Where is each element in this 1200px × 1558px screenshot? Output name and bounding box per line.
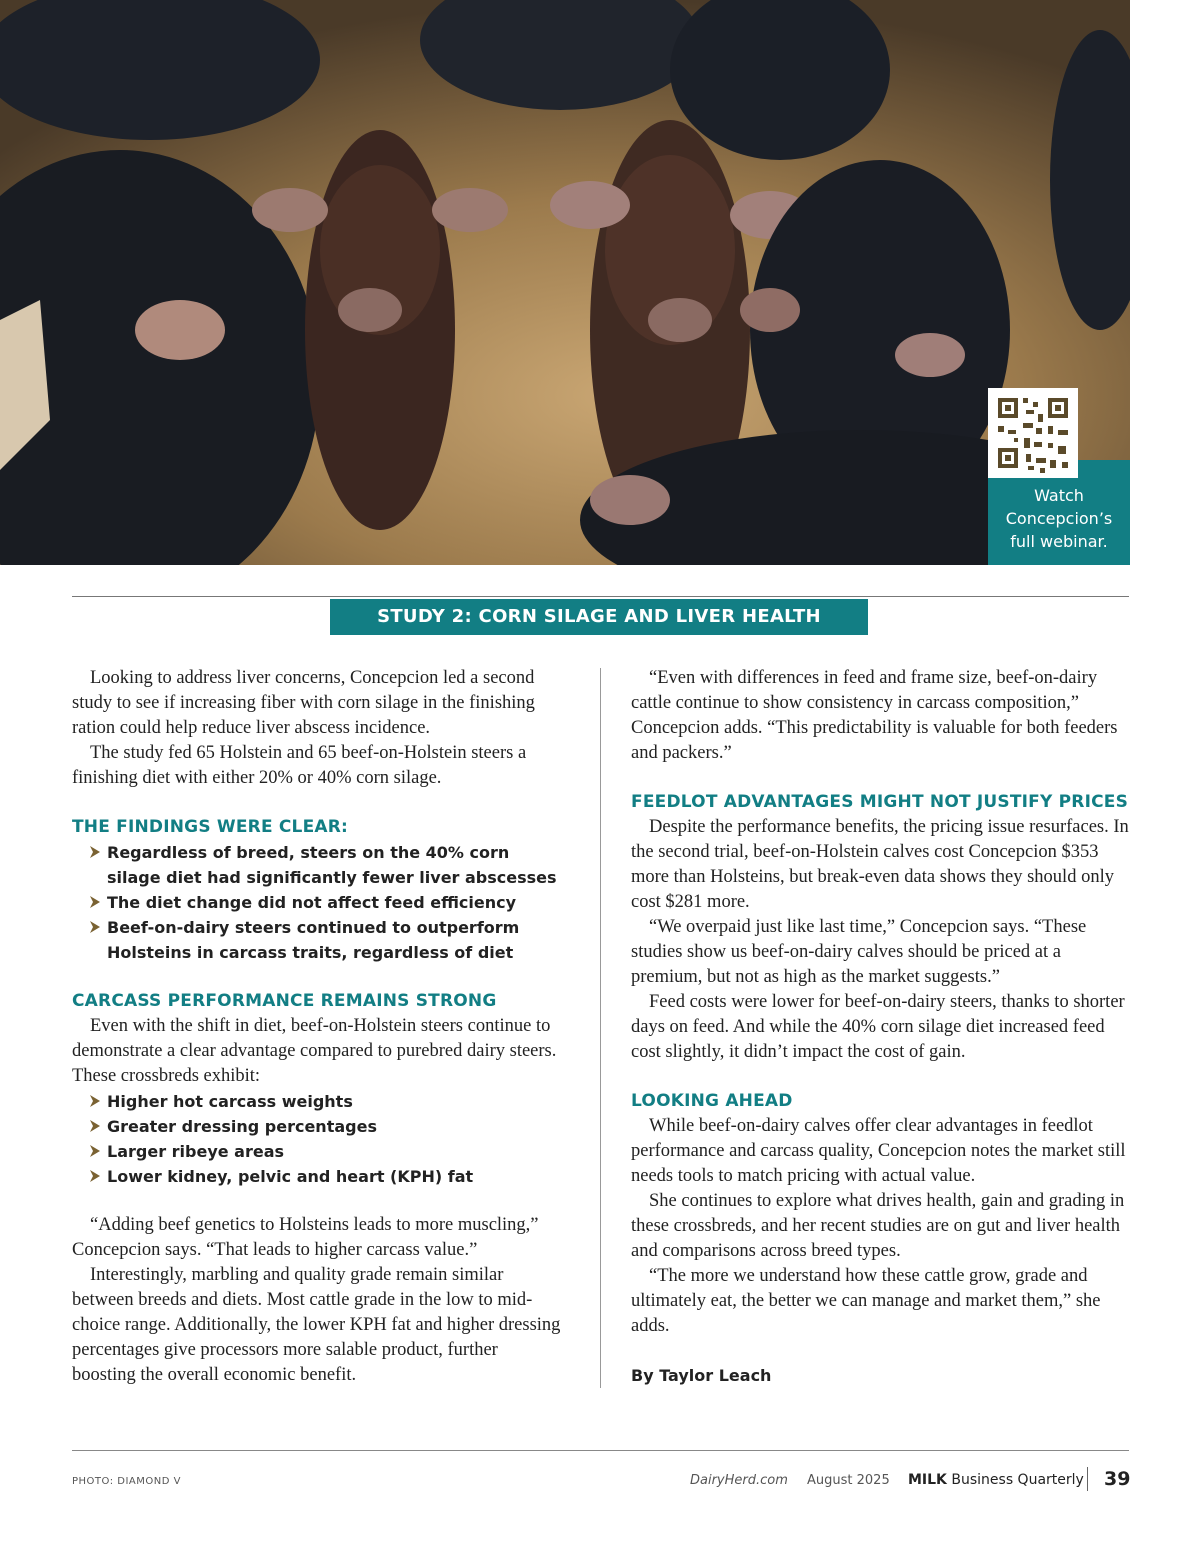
section-heading: THE FINDINGS WERE CLEAR:	[72, 817, 349, 837]
paragraph: “We overpaid just like last time,” Concepcion says. “These studies show us beef-on-dairy calves should be priced at a premium, but not as high as the market suggests.”	[631, 917, 1087, 987]
paragraph: “Even with differences in feed and frame size, beef-on-dairy cattle continue to show consistency in carcass composition,” Concepcion adds. “This predictability is valuable for both feeders and packers.”	[631, 668, 1118, 763]
section-heading: FEEDLOT ADVANTAGES MIGHT NOT JUSTIFY PRICES	[631, 792, 1129, 812]
paragraph: Despite the performance benefits, the pricing issue resurfaces. In the second trial, beef-on-Holstein calves cost Concepcion $353 more than Holsteins, but break-even data shows they should only cost $281 more.	[631, 817, 1129, 912]
paragraph: Feed costs were lower for beef-on-dairy steers, thanks to shorter days on feed. And while the 40% corn silage diet increased feed cost slightly, it didn’t impact the cost of gain.	[631, 992, 1125, 1062]
photo-credit: PHOTO: DIAMOND V	[72, 1476, 181, 1487]
qr-caption-line: Concepcion’s	[1005, 509, 1113, 528]
cattle-illustration	[0, 0, 1130, 565]
list-item: Larger ribeye areas	[88, 1139, 562, 1164]
paragraph: While beef-on-dairy calves offer clear advantages in feedlot performance and carcass quality, Concepcion notes the market still needs tools to match pricing with actual value.	[631, 1116, 1126, 1186]
paragraph: “The more we understand how these cattle grow, grade and ultimately eat, the better we can manage and market them,” she adds.	[631, 1266, 1101, 1336]
traits-list	[72, 1089, 562, 1189]
list-item: Beef-on-dairy steers continued to outperform Holsteins in carcass traits, regardless of diet	[88, 915, 562, 965]
magazine-name	[908, 1472, 1084, 1488]
qr-caption-line: full webinar.	[1010, 532, 1108, 551]
chevron-right-icon	[88, 1144, 102, 1158]
list-item: Greater dressing percentages	[88, 1114, 562, 1139]
section-heading: CARCASS PERFORMANCE REMAINS STRONG	[72, 991, 497, 1011]
left-column	[72, 666, 562, 1388]
chevron-right-icon	[88, 895, 102, 909]
paragraph: The study fed 65 Holstein and 65 beef-on-Holstein steers a finishing diet with either 20% or 40% corn silage.	[72, 743, 527, 788]
magazine-name-bold: MILK	[908, 1472, 947, 1488]
qr-code-icon[interactable]	[988, 388, 1078, 478]
chevron-right-icon	[88, 920, 102, 934]
qr-webinar-box[interactable]	[988, 388, 1130, 565]
bottom-rule	[72, 1450, 1129, 1451]
right-column	[631, 666, 1129, 1388]
paragraph: Looking to address liver concerns, Concepcion led a second study to see if increasing fiber with corn silage in the finishing ration could help reduce liver abscess incidence.	[72, 668, 535, 738]
chevron-right-icon	[88, 1094, 102, 1108]
findings-list	[72, 840, 562, 965]
list-item: Higher hot carcass weights	[88, 1089, 562, 1114]
section-heading: LOOKING AHEAD	[631, 1091, 793, 1111]
chevron-right-icon	[88, 1119, 102, 1133]
byline: By Taylor Leach	[631, 1366, 772, 1385]
list-item: Regardless of breed, steers on the 40% corn silage diet had significantly fewer liver abscesses	[88, 840, 562, 890]
paragraph: “Adding beef genetics to Holsteins leads to more muscling,” Concepcion says. “That leads to higher carcass value.”	[72, 1215, 539, 1260]
magazine-name-rest: Business Quarterly	[946, 1472, 1084, 1488]
issue-date: August 2025	[807, 1473, 890, 1488]
site-link[interactable]: DairyHerd.com	[690, 1473, 788, 1488]
top-rule	[72, 596, 1129, 597]
column-divider	[600, 668, 601, 1388]
paragraph: Even with the shift in diet, beef-on-Holstein steers continue to demonstrate a clear advantage compared to purebred dairy steers. These crossbreds exhibit:	[72, 1016, 557, 1086]
paragraph: Interestingly, marbling and quality grade remain similar between breeds and diets. Most cattle grade in the low to mid-choice range. Additionally, the lower KPH fat and higher dressing percentages give processors more salable product, further boosting the overall economic benefit.	[72, 1265, 561, 1385]
paragraph: She continues to explore what drives health, gain and grading in these crossbreds, and her recent studies are on gut and liver health and comparisons across breed types.	[631, 1191, 1125, 1261]
cattle-photo	[0, 0, 1130, 565]
list-item: Lower kidney, pelvic and heart (KPH) fat	[88, 1164, 562, 1189]
list-item: The diet change did not affect feed efficiency	[88, 890, 562, 915]
footer-separator	[1087, 1467, 1088, 1491]
qr-caption-line: Watch	[1034, 486, 1084, 505]
study-banner: STUDY 2: CORN SILAGE AND LIVER HEALTH	[330, 599, 868, 635]
chevron-right-icon	[88, 845, 102, 859]
chevron-right-icon	[88, 1169, 102, 1183]
page-number: 39	[1104, 1468, 1131, 1490]
